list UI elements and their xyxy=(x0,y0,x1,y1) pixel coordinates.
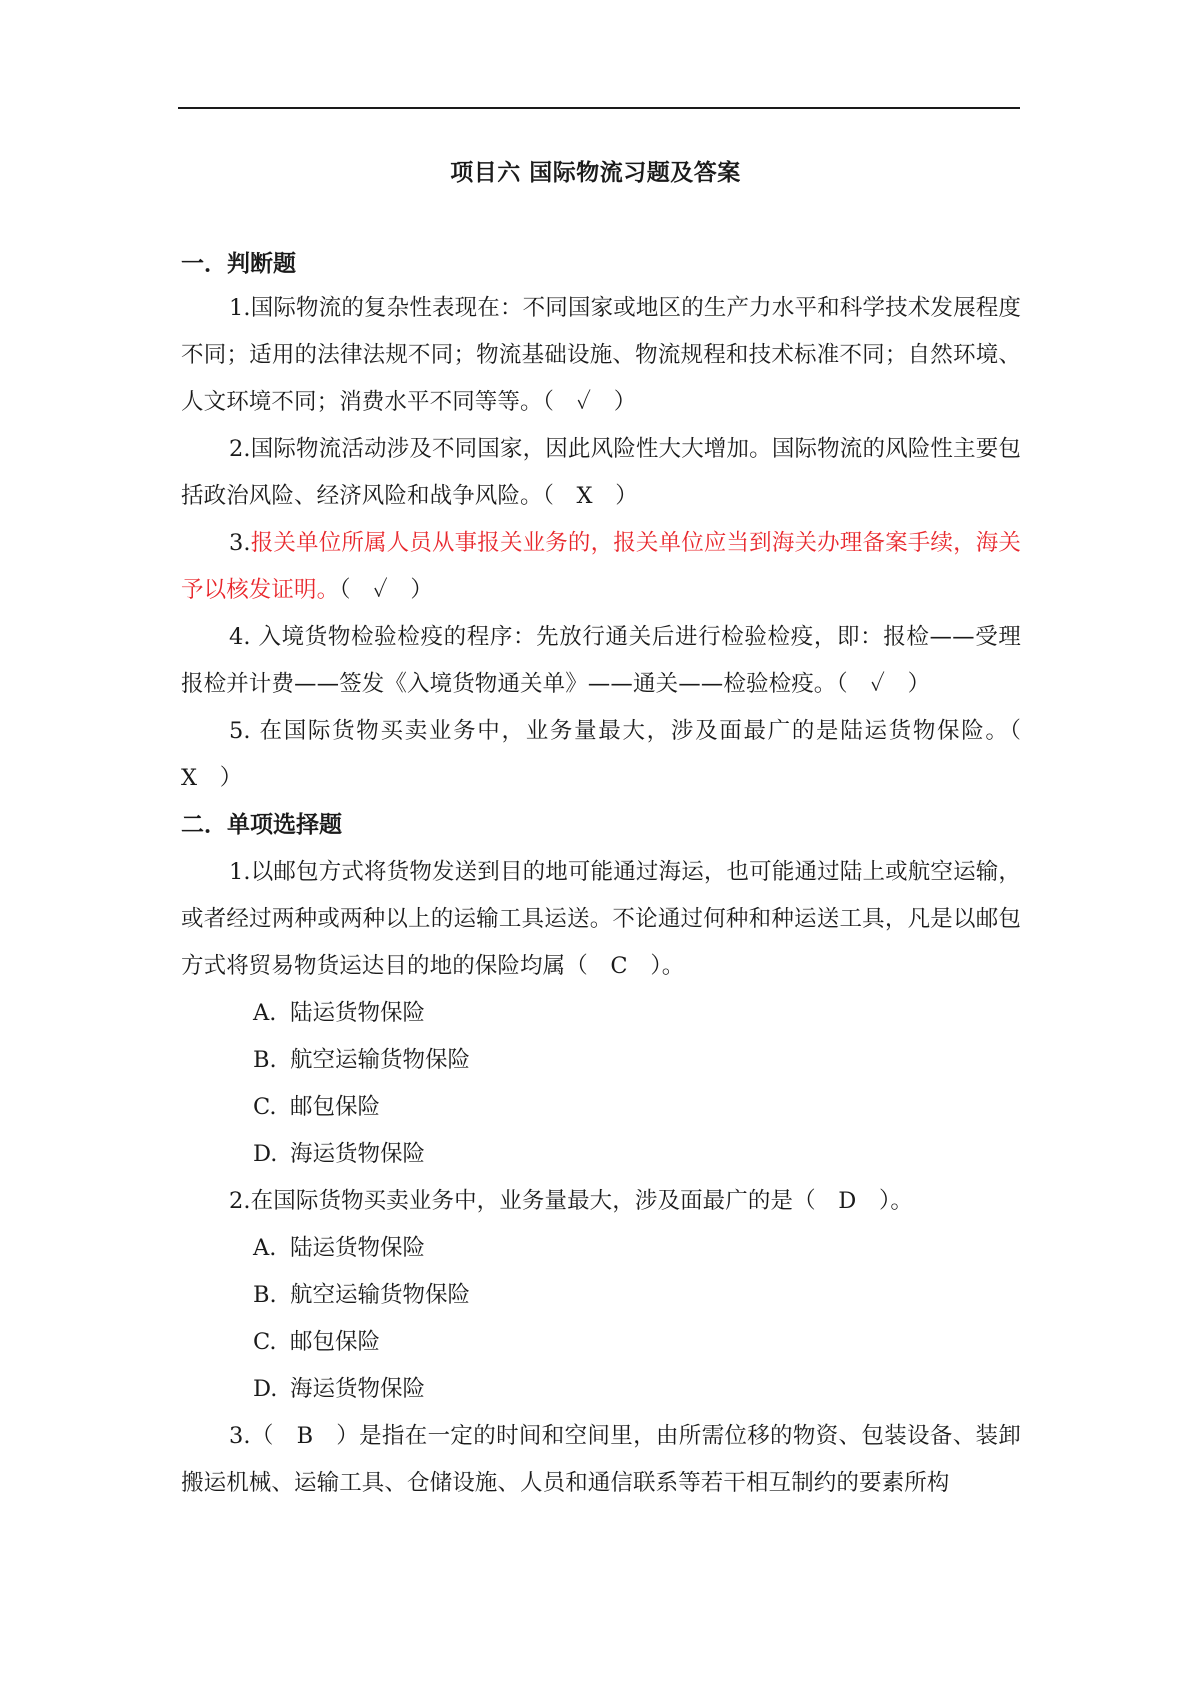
option-text: 航空运输货物保险 xyxy=(290,1047,471,1073)
option-text: 邮包保险 xyxy=(290,1329,381,1355)
question-answer: C xyxy=(587,953,651,979)
option-text: 航空运输货物保险 xyxy=(290,1282,471,1308)
option-text: 陆运货物保险 xyxy=(290,1235,426,1261)
option-letter: C. xyxy=(253,1329,277,1355)
mc-question-1-option-c xyxy=(181,1084,1021,1131)
question-tail: ）。 xyxy=(650,953,685,979)
mc-question-2-option-c xyxy=(181,1319,1021,1366)
question-text: 国际物流活动涉及不同国家，因此风险性大大增加。国际物流的风险性主要包括政治风险、经济风险和战争风险。 xyxy=(181,436,1021,509)
question-answer: （ ✓ ） xyxy=(542,389,637,415)
question-answer: （ X ） xyxy=(542,483,638,509)
tf-question-2 xyxy=(181,426,1021,520)
page-title: 项目六 国际物流习题及答案 xyxy=(450,160,741,186)
question-number: 5. xyxy=(229,718,251,744)
option-letter: A. xyxy=(253,1235,277,1261)
option-letter: B. xyxy=(253,1282,277,1308)
document-body xyxy=(181,244,1044,1507)
question-number: 2. xyxy=(229,1188,251,1214)
tf-question-4 xyxy=(181,614,1021,708)
question-text: 在国际货物买卖业务中，业务量最大，涉及面最广的是陆运货物保险。 xyxy=(250,718,1010,744)
question-answer: （ X ） xyxy=(181,718,1044,791)
question-text: ）是指在一定的时间和空间里，由所需位移的物资、包装设备、装卸搬运机械、运输工具、仓储设施、人员和通信联系等若干相互制约的要素所构 xyxy=(181,1423,1021,1496)
mc-question-1-option-a xyxy=(181,990,1021,1037)
question-number: 1. xyxy=(229,859,251,885)
question-text: 入境货物检验检疫的程序：先放行通关后进行检验检疫，即：报检——受理报检并计费——签发《入境货物通关单》——通关——检验检疫。 xyxy=(181,624,1021,697)
question-answer: B xyxy=(273,1423,337,1449)
question-number: 3. xyxy=(229,530,251,556)
mc-question-2-option-b xyxy=(181,1272,1021,1319)
question-text: 在国际货物买卖业务中，业务量最大，涉及面最广的是（ xyxy=(250,1188,816,1214)
option-letter: A. xyxy=(253,1000,277,1026)
option-text: 陆运货物保险 xyxy=(290,1000,426,1026)
option-text: 海运货物保险 xyxy=(290,1376,426,1402)
tf-question-1 xyxy=(181,285,1021,426)
option-letter: C. xyxy=(253,1094,277,1120)
mc-question-1-option-d xyxy=(181,1131,1021,1178)
header-rule xyxy=(178,107,1020,109)
mc-question-2-option-a xyxy=(181,1225,1021,1272)
option-letter: D. xyxy=(253,1141,278,1167)
question-answer: （ ✓ ） xyxy=(339,577,433,603)
question-answer: D xyxy=(815,1188,880,1214)
question-text: 国际物流的复杂性表现在：不同国家或地区的生产力水平和科学技术发展程度不同；适用的法律法规不同；物流基础设施、物流规程和技术标准不同；自然环境、人文环境不同；消费水平不同等等。 xyxy=(181,295,1021,415)
option-text: 邮包保险 xyxy=(290,1094,381,1120)
question-text: 报关单位所属人员从事报关业务的，报关单位应当到海关办理备案手续，海关予以核发证明。 xyxy=(181,530,1021,603)
tf-question-3 xyxy=(181,520,1021,614)
question-tail: ）。 xyxy=(879,1188,913,1214)
option-letter: D. xyxy=(253,1376,278,1402)
option-text: 海运货物保险 xyxy=(290,1141,426,1167)
question-text: 以邮包方式将货物发送到目的地可能通过海运，也可能通过陆上或航空运输，或者经过两种或两种以上的运输工具运送。不论通过何种和种运送工具，凡是以邮包方式将贸易物货运达目的地的保险均属（ xyxy=(181,859,1021,979)
option-letter: B. xyxy=(253,1047,277,1073)
question-pre: （ xyxy=(250,1423,274,1449)
question-number: 3. xyxy=(229,1423,251,1449)
mc-question-2-option-d xyxy=(181,1366,1021,1413)
section-heading-true-false: 一．判断题 xyxy=(181,251,296,277)
question-answer: （ ✓ ） xyxy=(836,671,931,697)
question-number: 4. xyxy=(229,624,251,650)
mc-question-1-option-b xyxy=(181,1037,1021,1084)
mc-question-1 xyxy=(181,849,1021,990)
question-number: 2. xyxy=(229,436,251,462)
tf-question-5 xyxy=(181,708,1044,802)
section-heading-single-choice: 二．单项选择题 xyxy=(181,812,342,838)
mc-question-2 xyxy=(181,1178,1021,1225)
mc-question-3 xyxy=(181,1413,1021,1507)
question-number: 1. xyxy=(229,295,251,321)
